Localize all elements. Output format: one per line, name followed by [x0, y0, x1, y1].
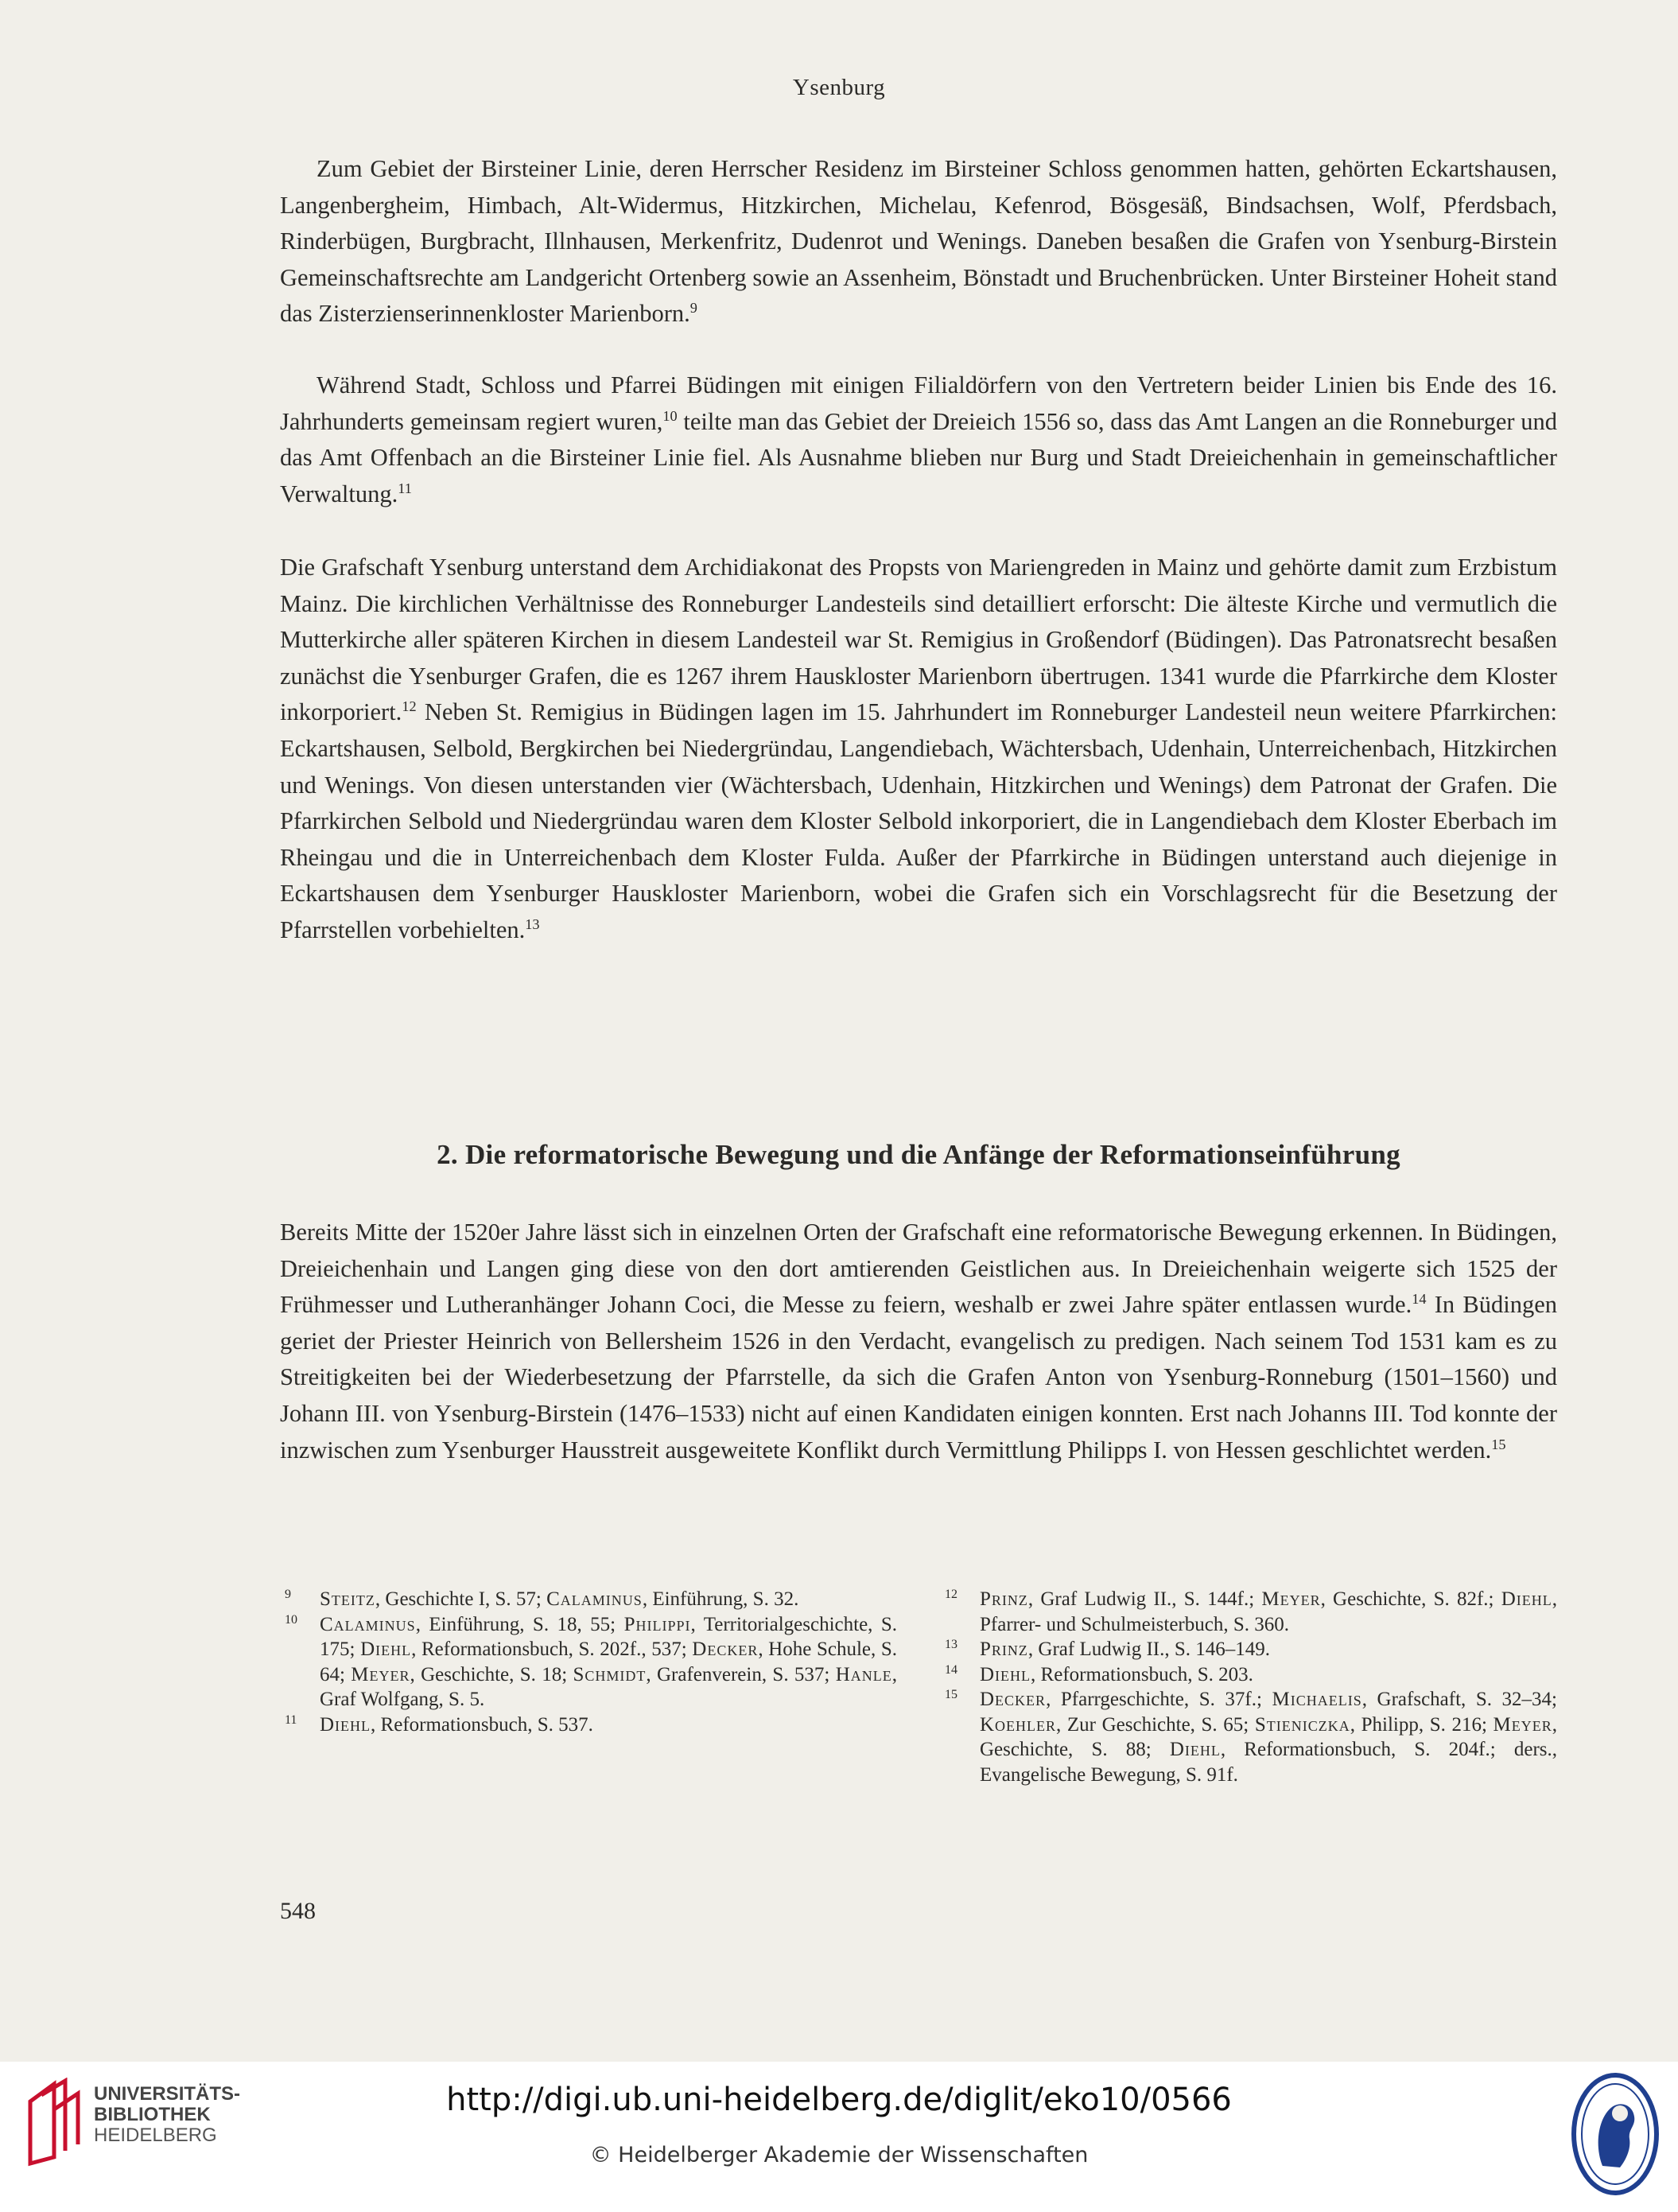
author-name: Koehler — [980, 1713, 1057, 1736]
citation-text: , Philipp, S. 216; — [1350, 1713, 1493, 1736]
footnote-12 — [945, 1587, 1557, 1637]
author-name: Decker — [692, 1639, 759, 1660]
author-name: Michaelis — [1272, 1689, 1362, 1710]
author-name: Diehl — [1501, 1588, 1552, 1610]
citation-text: , Geschichte, S. 88; — [980, 1713, 1557, 1760]
footnote-number: 10 — [285, 1612, 297, 1627]
author-name: Schmidt — [573, 1663, 647, 1685]
citation-text: , Grafschaft, S. 32–34; — [1361, 1689, 1557, 1710]
footnote-15 — [945, 1687, 1557, 1787]
author-name: Stieniczka — [1254, 1713, 1350, 1736]
footnote-number: 14 — [945, 1662, 957, 1677]
citation-text: , Hohe Schule, S. 64; — [320, 1639, 897, 1685]
footnote-number: 15 — [945, 1688, 957, 1701]
footnote-number: 9 — [285, 1588, 291, 1601]
paragraph-2-text-a: Während Stadt, Schloss und Pfarrei Büdingen mit einigen Filialdörfern von den Vertretern beider Linien bis Ende des 16. Jahrhunderts gemeinsam regiert wuren, — [280, 371, 1557, 435]
author-name: Diehl — [980, 1663, 1031, 1685]
paragraph-1 — [280, 151, 1557, 332]
footnote-ref-14[interactable]: 14 — [1412, 1291, 1427, 1308]
paragraph-4-text-b: In Büdingen geriet der Priester Heinrich von Bellersheim 1526 in den Verdacht, evangelisch zu predigen. Nach seinem Tod 1531 kam es zu Streitigkeiten bei der Wiederbesetzung der Pfarrstelle, da sich die Grafen Anton von Ysenburg-Ronneburg (1501–1560) und Johann III. von Ysenburg-Birstein (1476–1533) nicht auf einen Kandidaten einigen konnten. Erst nach Johanns III. Tod konnte der inzwischen zum Ysenburger Hausstreit ausgeweitete Konflikt durch Vermittlung Philipps I. von Hessen geschlichtet werden. — [280, 1291, 1557, 1464]
citation-text: , Reformationsbuch, S. 203. — [1031, 1663, 1253, 1685]
author-name: Meyer — [1261, 1588, 1321, 1610]
citation-text: , Geschichte, S. 82f.; — [1320, 1588, 1501, 1610]
footnote-14 — [945, 1662, 1557, 1688]
paragraph-4-text-a: Bereits Mitte der 1520er Jahre lässt sich in einzelnen Orten der Grafschaft eine reformatorische Bewegung erkennen. In Büdingen, Dreieichenhain und Langen ging diese von den dort amtierenden Geistlichen aus. In Dreieichenhain weigerte sich 1525 der Frühmesser und Lutheranhänger Johann Coci, die Messe zu feiern, weshalb er zwei Jahre später entlassen wurde. — [280, 1219, 1557, 1319]
library-name-line-2: BIBLIOTHEK — [94, 2104, 211, 2125]
footnote-10 — [285, 1612, 897, 1712]
paragraph-3-text-a: Die Grafschaft Ysenburg unterstand dem Archidiakonat des Propsts von Mariengreden in Mainz und gehörte damit zum Erzbistum Mainz. Die kirchlichen Verhältnisse des Ronneburger Landesteils sind detailliert erforscht: Die älteste Kirche und vermutlich die Mutterkirche aller späteren Kirchen in diesem Landesteil war St. Remigius in Großendorf (Büdingen). Das Patronatsrecht besaßen zunächst die Ysenburger Grafen, die es 1267 ihrem Hauskloster Marienborn übertrugen. 1341 wurde die Pfarrkirche dem Kloster inkorporiert. — [280, 554, 1557, 726]
section-heading: 2. Die reformatorische Bewegung und die Anfänge der Reformationseinführung — [437, 1139, 1400, 1170]
author-name: Hanle — [835, 1663, 892, 1685]
paragraph-4 — [280, 1215, 1557, 1468]
author-name: Calaminus — [546, 1588, 643, 1610]
paragraph-2 — [280, 367, 1557, 512]
library-name-line-3: HEIDELBERG — [94, 2125, 217, 2146]
footnote-ref-13[interactable]: 13 — [525, 916, 540, 932]
library-name-line-1: UNIVERSITÄTS- — [94, 2083, 241, 2105]
footnote-11 — [285, 1712, 897, 1738]
author-name: Diehl — [320, 1713, 371, 1736]
citation-text: , Zur Geschichte, S. 65; — [1056, 1713, 1255, 1736]
paragraph-1-text: Zum Gebiet der Birsteiner Linie, deren Herrscher Residenz im Birsteiner Schloss genommen hatten, gehörten Eckartshausen, Langenbergheim, Himbach, Alt-Widermus, Hitzkirchen, Michelau, Kefenrod, Bösgesäß, Bindsachsen, Wolf, Pferdsbach, Rinderbügen, Burgbracht, Illnhausen, Merkenfritz, Dudenrot und Wenings. Daneben besaßen die Grafen von Ysenburg-Birstein Gemeinschaftsrechte am Landgericht Ortenberg sowie an Assenheim, Bönstadt und Bruchenbrücken. Unter Birsteiner Hoheit stand das Zisterzienserinnenkloster Marienborn. — [280, 155, 1557, 328]
footnote-ref-12[interactable]: 12 — [402, 698, 417, 715]
citation-text: , Reformationsbuch, S. 202f., 537; — [411, 1639, 693, 1660]
citation-text: , Reformationsbuch, S. 204f.; ders., Evangelische Bewegung, S. 91f. — [980, 1739, 1557, 1786]
citation-text: , Einführung, S. 32. — [642, 1588, 799, 1610]
author-name: Meyer — [1493, 1713, 1552, 1736]
citation-text: , Graf Ludwig II., S. 144f.; — [1027, 1588, 1262, 1610]
footnote-number: 12 — [945, 1588, 957, 1601]
author-name: Diehl — [360, 1639, 412, 1660]
academy-seal-icon — [1571, 2070, 1660, 2198]
footnote-number: 13 — [945, 1638, 957, 1651]
author-name: Diehl — [1169, 1739, 1221, 1760]
author-name: Calaminus — [320, 1613, 416, 1635]
footnote-ref-15[interactable]: 15 — [1491, 1436, 1506, 1452]
citation-text: , Pfarrer- und Schulmeisterbuch, S. 360. — [980, 1588, 1557, 1635]
citation-text: , Geschichte, S. 18; — [410, 1663, 573, 1685]
author-name: Steitz — [320, 1588, 375, 1610]
citation-text: , Geschichte I, S. 57; — [375, 1588, 547, 1610]
source-url-link[interactable]: http://digi.ub.uni-heidelberg.de/diglit/eko10/0566 — [446, 2082, 1232, 2118]
citation-text: , Graf Wolfgang, S. 5. — [320, 1663, 897, 1710]
footnote-13 — [945, 1637, 1557, 1662]
copyright-notice: © Heidelberger Akademie der Wissenschaften — [589, 2143, 1089, 2167]
author-name: Prinz — [980, 1639, 1028, 1660]
footnote-ref-11[interactable]: 11 — [398, 480, 412, 496]
paragraph-2-text-b: teilte man das Gebiet der Dreieich 1556 so, dass das Amt Langen an die Ronneburger und das Amt Offenbach an die Birsteiner Linie fiel. Als Ausnahme blieben nur Burg und Stadt Dreieichenhain in gemeinschaftlicher Verwaltung. — [280, 407, 1557, 507]
page-number: 548 — [280, 1898, 316, 1924]
author-name: Philippi — [623, 1613, 691, 1635]
citation-text: , Einführung, S. 18, 55; — [415, 1613, 624, 1635]
paragraph-3-text-b: Neben St. Remigius in Büdingen lagen im 15. Jahrhundert im Ronneburger Landesteil neun weitere Pfarrkirchen: Eckartshausen, Selbold, Bergkirchen bei Niedergründau, Langendiebach, Wächtersbach, Udenhain, Unterreichenbach, Hitzkirchen und Wenings. Von diesen unterstanden vier (Wächtersbach, Udenhain, Hitzkirchen und Wenings) dem Patronat der Grafen. Die Pfarrkirchen Selbold und Niedergründau waren dem Kloster Selbold inkorporiert, die in Langendiebach dem Kloster Eberbach im Rheingau und die in Unterreichenbach dem Kloster Fulda. Außer der Pfarrkirche in Büdingen unterstand auch diejenige in Eckartshausen dem Ysenburger Hauskloster Marienborn, wobei die Grafen sich ein Vorschlagsrecht für die Besetzung der Pfarrstellen vorbehielten. — [280, 698, 1557, 943]
author-name: Meyer — [351, 1663, 410, 1685]
citation-text: , Pfarrgeschichte, S. 37f.; — [1046, 1689, 1272, 1710]
footnotes-right-column — [945, 1587, 1557, 1787]
citation-text: , Territorialgeschichte, S. 175; — [320, 1613, 898, 1660]
author-name: Decker — [980, 1689, 1047, 1710]
paragraph-3 — [280, 550, 1557, 949]
footnotes-left-column — [285, 1587, 897, 1737]
footnote-9 — [285, 1587, 897, 1612]
running-head: Ysenburg — [792, 75, 886, 100]
citation-text: , Grafenverein, S. 537; — [646, 1663, 836, 1685]
author-name: Prinz — [980, 1588, 1028, 1610]
footnote-ref-10[interactable]: 10 — [662, 407, 678, 424]
citation-text: , Graf Ludwig II., S. 146–149. — [1027, 1639, 1271, 1660]
citation-text: , Reformationsbuch, S. 537. — [371, 1713, 593, 1736]
footnote-number: 11 — [285, 1712, 297, 1727]
footnote-ref-9[interactable]: 9 — [689, 300, 697, 317]
